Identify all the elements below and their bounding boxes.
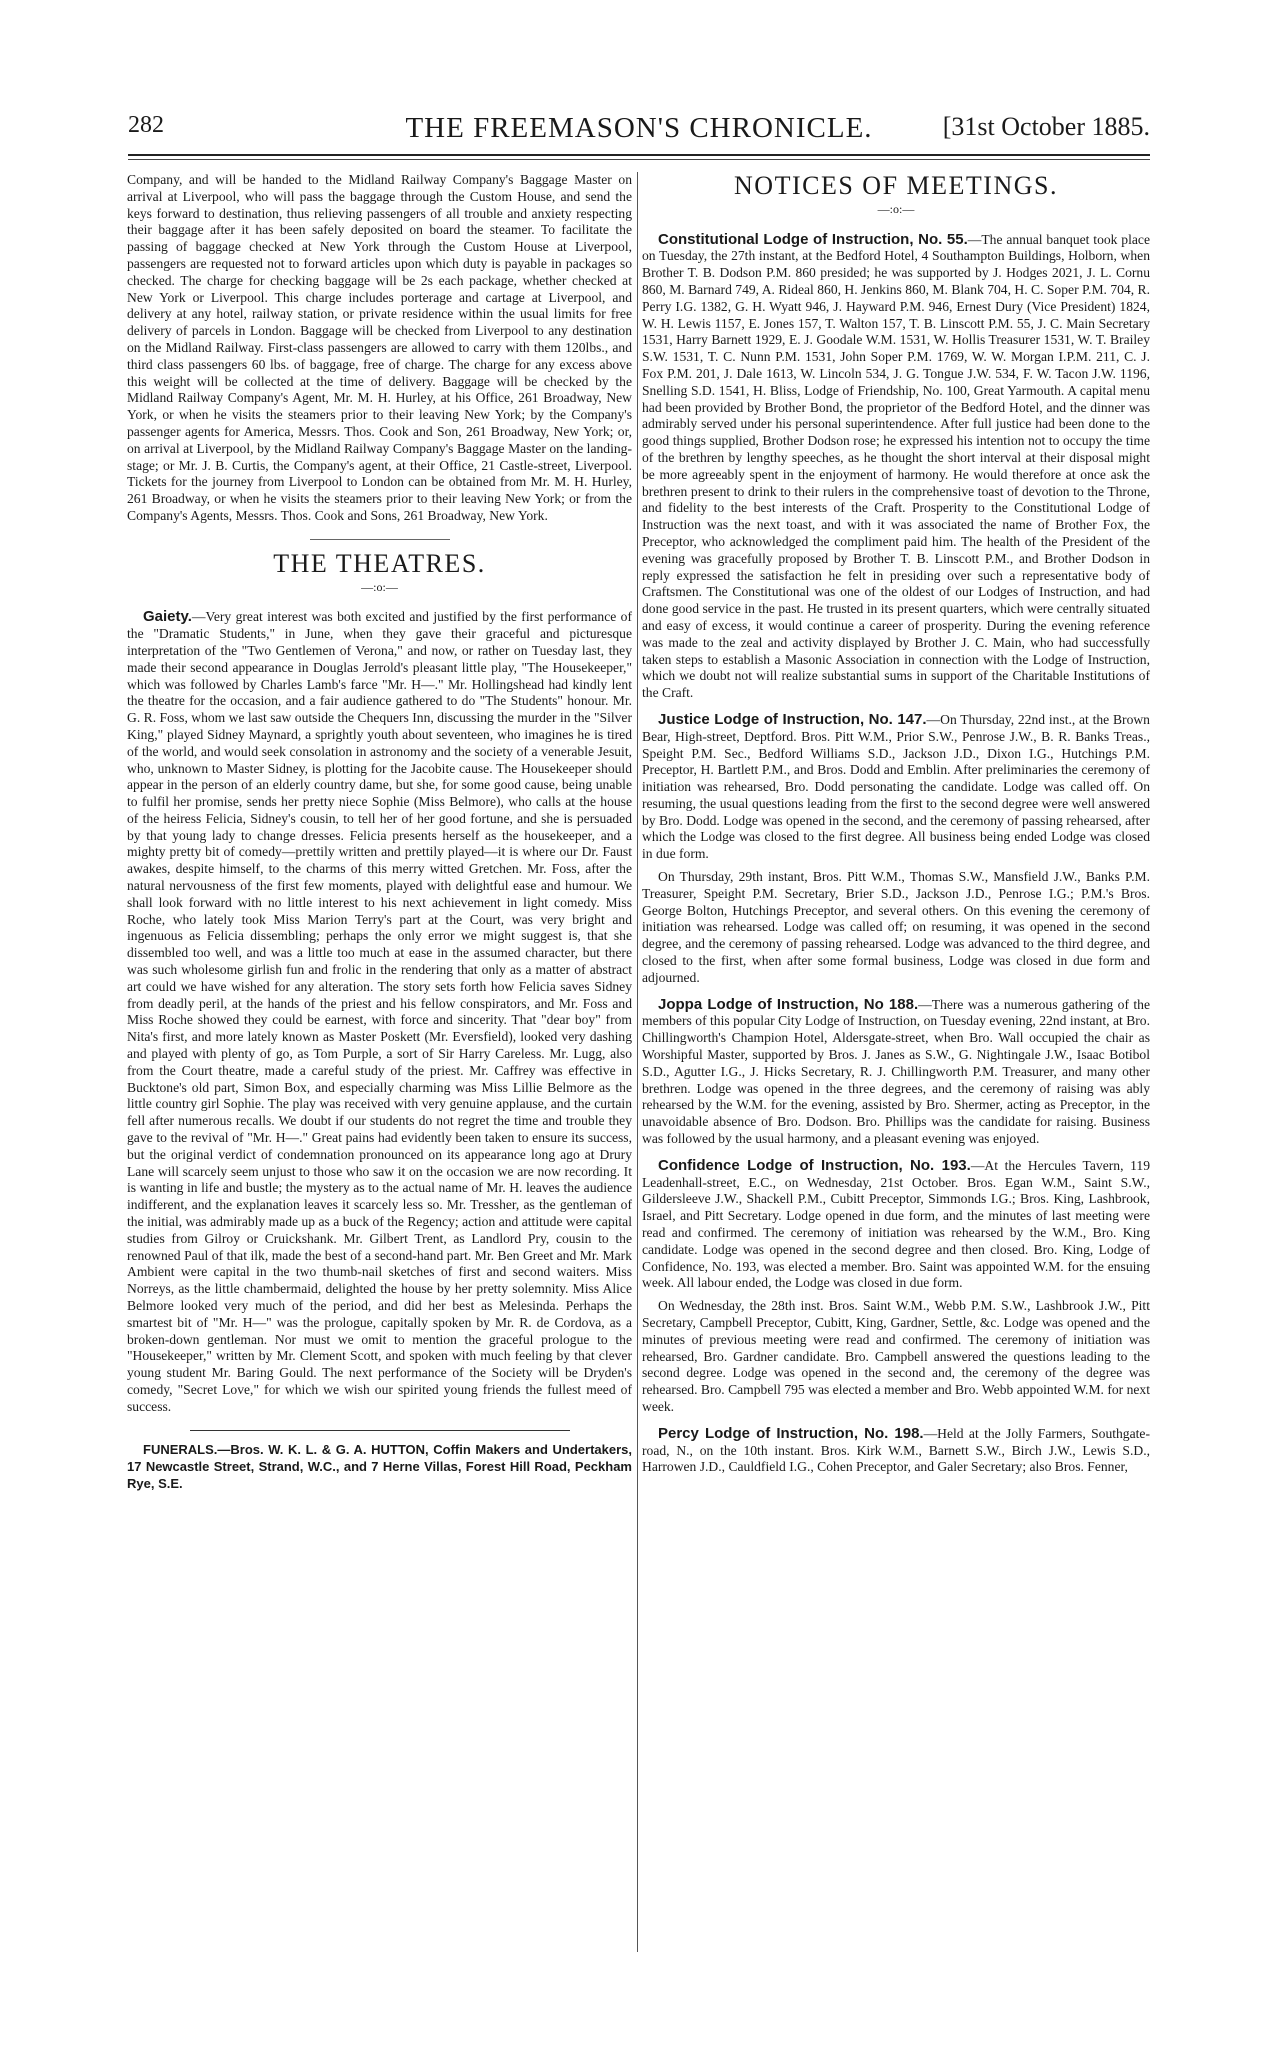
notice-heading: Joppa Lodge of Instruction, No 188. bbox=[658, 995, 919, 1013]
notice-text: On Wednesday, the 28th inst. Bros. Saint W.M., Webb P.M. S.W., Lashbrook J.W., Pitt Secretary, Campbell Preceptor, Cubitt, King, Gardner, Settle, &c. Lodge was opened and the minutes of previous meeting were read and confirmed. The ceremony of initiation was rehearsed, Bro. Gardner candidate. Bro. Campbell answered the questions leading to the second degree. Lodge was opened in the second and, the ceremony of the degree was rehearsed. Bro. Campbell 795 was elected a member and Bro. Webb appointed W.M. for next week. bbox=[642, 1298, 1150, 1414]
advert-separator bbox=[190, 1430, 570, 1431]
notice-percy bbox=[642, 1426, 1150, 1476]
header-rule bbox=[128, 154, 1150, 156]
gaiety-review bbox=[127, 609, 632, 1415]
page-number: 282 bbox=[128, 112, 164, 138]
notice-paragraph bbox=[642, 997, 1150, 1148]
masthead-title: THE FREEMASON'S CHRONICLE. bbox=[405, 112, 873, 144]
railway-baggage-paragraph: Company, and will be handed to the Midland Railway Company's Baggage Master on arrival at Liverpool, who will pass the baggage through the Custom House, and send the keys forward to destination, thus relieving passengers of all trouble and anxiety respecting their baggage after it has been safely deposited on board the steamer. To facilitate the passing of baggage checked at New York through the Custom House at Liverpool, passengers are requested not to forward articles upon which duty is payable in packages so checked. The charge for checking baggage will be 2s each package, whether checked at New York or Liverpool. This charge includes porterage and cartage at Liverpool, and delivery at any hotel, railway station, or private residence within the usual limits for free delivery of parcels in London. Baggage will be checked from Liverpool to any destination on the Midland Railway. First-class passengers are allowed to carry with them 120lbs., and third class passengers 60 lbs. of baggage, free of charge. The charge for any excess above this weight will be collected at the time of delivery. Baggage will be checked by the Midland Railway Company's Agent, Mr. M. H. Hurley, at his Office, 261 Broadway, New York, or when he visits the steamers prior to their leaving New York; by the Company's passenger agents for America, Messrs. Thos. Cook and Son, 261 Broadway, New York; or, on arrival at Liverpool, by the Midland Railway Company's Baggage Master on the landing-stage; or Mr. J. B. Curtis, the Company's agent, at their Office, 21 Castle-street, Liverpool. Tickets for the journey from Liverpool to London can be obtained from Mr. M. H. Hurley, 261 Broadway, or when he visits the steamers prior to their leaving New York; or from the Company's Agents, Messrs. Thos. Cook and Sons, 261 Broadway, New York. bbox=[127, 172, 632, 523]
header-rule-thin bbox=[128, 159, 1150, 160]
notice-paragraph bbox=[642, 232, 1150, 702]
notice-constitutional bbox=[642, 232, 1150, 702]
gaiety-text: —Very great interest was both excited and justified by the first performance of the "Dramatic Students," in June, when they gave their graceful and picturesque interpretation of the "Two Gentlemen of Verona," and now, or rather on Tuesday last, they made their second appearance in Douglas Jerrold's pleasant little play, "The Housekeeper," which was followed by Charles Lamb's farce "Mr. H—." Mr. Hollingshead had kindly lent the theatre for the occasion, and a fair audience gathered to do "The Students" honour. Mr. G. R. Foss, whom we last saw outside the Chequers Inn, discussing the murder in the "Silver King," played Sidney Maynard, a sprightly youth about seventeen, who imagines he is tired of the world, and would seek consolation in astronomy and the society of a venerable Jesuit, who, unknown to Master Sidney, is plotting for the Jacobite cause. The Housekeeper should appear in the person of an elderly country dame, but she, for some good cause, being unable to fulfil her promise, sends her pretty niece Sophie (Miss Belmore), who calls at the house of the heiress Felicia, Sidney's cousin, to tell her of her good fortune, and she is persuaded by that young lady to change dresses. Felicia presents herself as the housekeeper, and a mighty pretty bit of comedy—prettily written and prettily played—it is where our Dr. Faust awakes, despite himself, to the charms of this merry witted Gretchen. Mr. Foss, after the natural nervousness of the first few moments, played with delightful ease and humour. We shall look forward with no little interest to his next achievement in light comedy. Miss Roche, who lately took Miss Marion Terry's part at the Court, was very bright and ingenuous as Felicia dissembling; perhaps the only error we might suggest is, that she dissembled too well, and was a little too much at ease in the assumed character, but there was such wholesome girlish fun and frolic in the rendering that only as a matter of abstract art could we have wished for any alteration. The story sets forth how Felicia saves Sidney from deadly peril, at the hands of the priest and his fellow conspirators, and Mr. Foss and Miss Roche showed they could be earnest, with force and sincerity. That "dear boy" from Nita's first, and more lately known as Master Poskett (Mr. Eversfield), looked very dashing and played with plenty of go, as Tom Purple, a sort of Sir Harry Careless. Mr. Lugg, also from the Court theatre, made a careful study of the priest. Mr. Caffrey was effective in Bucktone's old part, Simon Box, and especially charming was Miss Lillie Belmore as the little country girl Sophie. The play was received with very genuine applause, and the curtain fell after numerous recalls. We doubt if our students do not regret the time and trouble they gave to the revival of "Mr. H—." Great pains had evidently been taken to ensure its success, but the original verdict of condemnation pronounced on its appearance long ago at Drury Lane will scarcely seem unjust to those who saw it on the occasion we are now recording. It is wanting in life and bustle; the mystery as to the actual name of Mr. H. leaves the audience indifferent, and the explanation leaves it scarcely less so. Mr. Tressher, as the gentleman of the initial, was admirably made up as a buck of the Regency; action and attitude were capital studies from Gilroy or Cruickshank. Mr. Gilbert Trent, as Landlord Pry, cousin to the renowned Paul of that ilk, made the best of a second-hand part. Mr. Ben Greet and Mr. Mark Ambient were capital in the two thumb-nail sketches of first and second waiters. Miss Norreys, as the little chambermaid, delighted the house by her pretty solemnity. Miss Alice Belmore looked very much of the period, and did her best as Melesinda. Perhaps the smartest bit of "Mr. H—" was the prologue, capitally spoken by Mr. R. de Cordova, as a broken-down gentleman. Nor must we omit to mention the graceful prologue to the "Housekeeper," written by Mr. Clement Scott, and spoken with much feeling by that clever young student Mr. Baring Gould. The next performance of the Society will be Dryden's comedy, "Secret Love," for which we wish our spirited young friends the fullest meed of success. bbox=[127, 609, 632, 1414]
notice-text: —On Thursday, 22nd inst., at the Brown Bear, High-street, Deptford. Bros. Pitt W.M., Prior S.W., Penrose J.W., B. R. Banks Treas., Speight P.M. Sec., Bedford Williams S.D., Jackson J.D., Dixon I.G., Hutchings P.M. Preceptor, H. Bartlett P.M., and Bros. Dodd and Emblin. After preliminaries the ceremony of initiation was rehearsed, Bro. Dodd personating the candidate. Lodge was called off. On resuming, the usual questions leading from the first to the second degree were well answered by Bro. Dodd. Lodge was opened in the second, and the ceremony of passing rehearsed, after which the Lodge was closed to the first degree. All business being ended Lodge was closed in due form. bbox=[642, 711, 1150, 862]
notice-confidence bbox=[642, 1158, 1150, 1416]
gaiety-heading: Gaiety. bbox=[143, 608, 192, 626]
column-divider bbox=[637, 172, 638, 1952]
notice-text: —Held at the Jolly Farmers, Southgate-road, N., on the 10th instant. Bros. Kirk W.M., Barnett S.W., Birch J.W., Lewis S.D., Harrowen J.D., Cauldfield I.G., Cohen Preceptor, and Galer Secretary; also Bros. Fenner, bbox=[642, 1425, 1150, 1475]
notice-joppa bbox=[642, 997, 1150, 1148]
notice-heading: Justice Lodge of Instruction, No. 147. bbox=[658, 710, 927, 728]
notice-justice bbox=[642, 712, 1150, 987]
notice-paragraph bbox=[642, 712, 1150, 863]
right-column bbox=[642, 172, 1150, 1486]
notice-paragraph bbox=[642, 1426, 1150, 1476]
section-separator bbox=[310, 539, 450, 540]
left-column bbox=[127, 172, 632, 1492]
notice-text: —At the Hercules Tavern, 119 Leadenhall-street, E.C., on Wednesday, 21st October. Bros. Egan W.M., Saint S.W., Gildersleeve J.W., Shackell P.M., Cubitt Preceptor, Simmonds I.G.; Bros. King, Lashbrook, Israel, and Pitt Secretary. Lodge opened in due form, and the minutes of last meeting were read and confirmed. The ceremony of initiation was rehearsed by the W.M., Bro. King candidate. Lodge was opened in the second degree and then closed. Bro. King, Lodge of Confidence, No. 193, was elected a member. Bro. Saint was appointed W.M. for the ensuing week. All labour ended, the Lodge was closed in due form. bbox=[642, 1157, 1150, 1291]
notices-ornament: —:o:— bbox=[877, 201, 915, 216]
notice-heading: Constitutional Lodge of Instruction, No. 55. bbox=[658, 230, 968, 248]
page-header bbox=[128, 104, 1150, 152]
funerals-advert: FUNERALS.—Bros. W. K. L. & G. A. HUTTON, Coffin Makers and Undertakers, 17 Newcastle Street, Strand, W.C., and 7 Herne Villas, Forest Hill Road, Peckham Rye, S.E. bbox=[127, 1441, 632, 1491]
theatres-title: THE THEATRES. bbox=[273, 548, 486, 578]
theatres-ornament: —:o:— bbox=[361, 579, 398, 594]
notice-heading: Confidence Lodge of Instruction, No. 193. bbox=[658, 1156, 971, 1174]
notices-title: NOTICES OF MEETINGS. bbox=[734, 171, 1058, 200]
notice-text: On Thursday, 29th instant, Bros. Pitt W.M., Thomas S.W., Mansfield J.W., Banks P.M. Treasurer, Speight P.M. Secretary, Brier S.D., Jackson J.D., Penrose I.G.; P.M.'s Bros. George Bolton, Hutchings Preceptor, and several others. On this evening the ceremony of initiation was rehearsed. Lodge was called off; on resuming, it was opened in the second degree, and the ceremony of passing rehearsed. Lodge was advanced to the third degree, and closed to the first, when after some formal business, Lodge was closed in due form and adjourned. bbox=[642, 869, 1150, 985]
notice-text: —The annual banquet took place on Tuesday, the 27th instant, at the Bedford Hotel, 4 Southampton Buildings, Holborn, when Brother T. B. Dodson P.M. 860 presided; he was supported by J. Hodges 2021, J. L. Cornu 860, M. Barnard 749, A. Rideal 860, H. Jenkins 860, M. Blank 704, H. C. Soper P.M. 704, R. Perry I.G. 1382, G. H. Wyatt 946, J. Hayward P.M. 946, Ernest Dury (Vice President) 1824, W. H. Lewis 1157, E. Jones 157, T. Walton 157, T. B. Linscott P.M. 55, J. C. Main Secretary 1531, Harry Barnett 1929, E. J. Goodale W.M. 1531, W. Hollis Treasurer 1531, W. T. Brailey S.W. 1531, T. C. Nunn P.M. 1531, John Soper P.M. 1769, W. W. Morgan I.P.M. 211, C. J. Fox P.M. 201, J. Dale 1613, W. Lincoln 534, J. G. Tongue J.W. 534, F. W. Tacon J.W. 1196, Snelling S.D. 1541, H. Bliss, Lodge of Friendship, No. 100, Great Yarmouth. A capital menu had been provided by Brother Bond, the proprietor of the Bedford Hotel, and the dinner was admirably served under his personal superintendence. After full justice had been done to the good things supplied, Brother Dodson rose; he expressed his intention not to occupy the time of the brethren by lengthy speeches, as he thought the short interval at their disposal might be more agreeably spent in the enjoyment of harmony. He would therefore at once ask the brethren present to drink to their rulers in the comprehensive toast of devotion to the Throne, and fidelity to the best interests of the Craft. Prosperity to the Constitutional Lodge of Instruction was the next toast, and with it was associated the name of Brother Fox, the Preceptor, who acknowledged the compliment paid him. The health of the President of the evening was gracefully proposed by Brother T. B. Linscott P.M., and Brother Dodson in reply expressed the satisfaction he felt in presiding over such a representative body of Craftsmen. The Constitutional was one of the oldest of our Lodges of Instruction, and had done good service in the past. He trusted in its present quarters, which were centrally situated and easy of excess, it would continue a career of prosperity. During the evening reference was made to the zeal and activity displayed by Brother J. C. Main, who had successfully taken steps to establish a Masonic Association in connection with the Lodge of Instruction, which we doubt not will realize substantial sums in support of the Charitable Institutions of the Craft. bbox=[642, 231, 1150, 701]
notice-text: —There was a numerous gathering of the members of this popular City Lodge of Instruction, on Tuesday evening, 22nd instant, at Bro. Chillingworth's Champion Hotel, Aldersgate-street, when Bro. Wall occupied the chair as Worshipful Master, supported by Bros. J. Janes as S.W., G. Nightingale J.W., Isaac Botibol S.D., Agutter I.G., J. Hicks Secretary, R. J. Chillingworth P.M. Treasurer, and many other brethren. Lodge was opened in the three degrees, and the ceremony of raising was ably rehearsed by the W.M. for the evening, assisted by Bro. Shermer, acting as Preceptor, in the unavoidable absence of Bro. Dodson. Bro. Phillips was the candidate for raising. Business was followed by the usual harmony, and a pleasant evening was enjoyed. bbox=[642, 996, 1151, 1147]
notice-heading: Percy Lodge of Instruction, No. 198. bbox=[658, 1424, 924, 1442]
issue-date: [31st October 1885. bbox=[942, 112, 1150, 141]
notice-paragraph bbox=[642, 1158, 1150, 1292]
